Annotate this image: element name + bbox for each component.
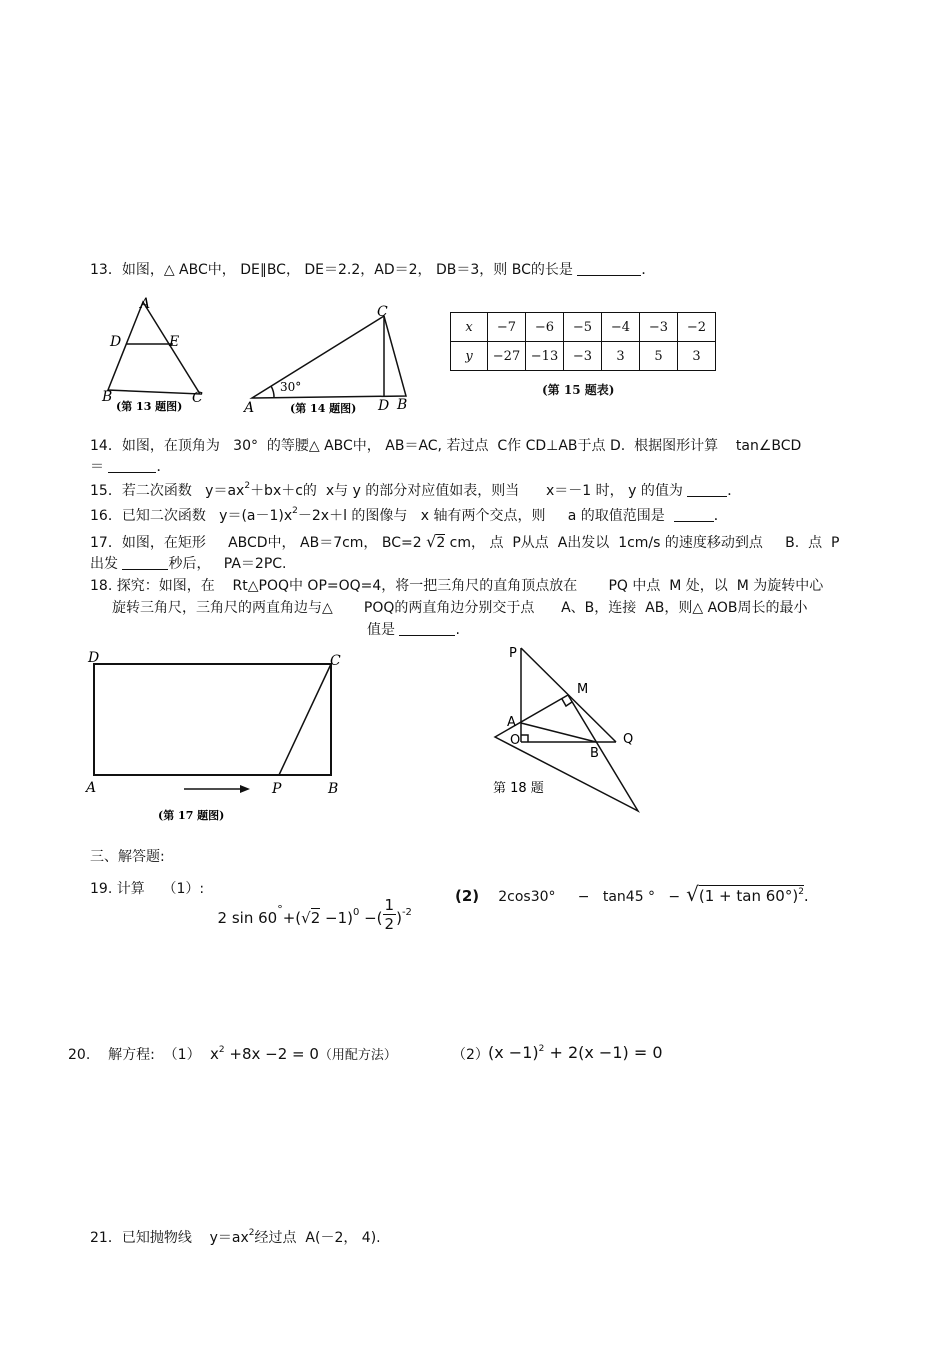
fraction bbox=[383, 896, 397, 933]
table-cell: −27 bbox=[488, 342, 526, 371]
expr: ) bbox=[396, 909, 402, 927]
expr: −1) bbox=[320, 909, 353, 927]
question-18-text: 值是 bbox=[367, 622, 400, 638]
sqrt-body bbox=[699, 885, 804, 905]
sqrt-argument: 2 bbox=[310, 909, 321, 927]
question-15-text-2: ＋bx＋c的 x与 y 的部分对应值如表，则当 x＝－1 时， y 的值为 bbox=[250, 483, 688, 499]
exponent: 0 bbox=[352, 907, 360, 918]
question-19-part-1 bbox=[208, 874, 412, 933]
expr: +8x −2 = 0 bbox=[224, 1045, 319, 1063]
degree: ° bbox=[277, 903, 283, 916]
question-15 bbox=[90, 482, 741, 500]
question-20-label: 20. 解方程: （1） bbox=[68, 1047, 201, 1063]
question-15-text: 15．若二次函数 y＝ax bbox=[90, 483, 245, 499]
figure-18-caption: 第 18 题 bbox=[493, 781, 544, 796]
table-cell: 3 bbox=[602, 342, 640, 371]
question-18-line-3 bbox=[367, 621, 460, 639]
question-17-text-4: 秒后， PA＝2PC. bbox=[168, 556, 287, 572]
question-21-text-2: 经过点 A(－2， 4). bbox=[254, 1230, 381, 1246]
label-m: M bbox=[577, 682, 589, 697]
triangle-abc bbox=[252, 316, 406, 398]
label-p: P bbox=[509, 646, 517, 661]
label-b: B bbox=[328, 781, 339, 797]
question-17-line-2 bbox=[90, 555, 287, 573]
table-cell: −3 bbox=[640, 313, 678, 342]
direction-arrow bbox=[184, 785, 250, 793]
question-17-line-1 bbox=[90, 533, 839, 552]
figure-13-caption: (第 13 题图) bbox=[116, 400, 183, 413]
question-14-line-2 bbox=[90, 458, 170, 476]
question-20-part-2-label: （2） bbox=[452, 1047, 489, 1063]
figure-13 bbox=[96, 296, 220, 414]
exponent: 2 bbox=[798, 887, 804, 897]
figure-14-caption: (第 14 题图) bbox=[290, 402, 357, 415]
label-a: A bbox=[86, 780, 97, 796]
answer-blank-13 bbox=[577, 261, 641, 276]
expr: 2cos30° − tan45 ° − bbox=[498, 889, 681, 905]
sqrt-argument: 2 bbox=[436, 535, 446, 551]
question-19-part-2 bbox=[455, 882, 809, 906]
label-d: D bbox=[378, 398, 390, 414]
figure-17 bbox=[82, 645, 352, 825]
question-14-line-1: 14．如图，在顶角为 30° 的等腰△ ABC中， AB＝AC, 若过点 C作 CD⊥AB于点 D. 根据图形计算 tan∠BCD bbox=[90, 438, 802, 454]
figure-14 bbox=[240, 300, 415, 416]
rectangle-abcd bbox=[94, 664, 331, 775]
table-row-y bbox=[451, 342, 716, 371]
label-d: D bbox=[88, 650, 100, 666]
label-b: B bbox=[590, 746, 599, 761]
expr: (1 + tan 60°) bbox=[698, 887, 799, 905]
angle-arc bbox=[271, 386, 274, 398]
question-13-text: 13．如图，△ ABC中， DE∥BC， DE＝2.2，AD＝2， DB＝3，则 BC的长是 bbox=[90, 262, 578, 278]
method-note: （用配方法） bbox=[318, 1048, 397, 1063]
answer-blank-18 bbox=[399, 621, 455, 636]
table-15 bbox=[450, 312, 716, 398]
table-cell: −5 bbox=[564, 313, 602, 342]
figure-18 bbox=[490, 640, 660, 818]
expr: (x −1) bbox=[488, 1043, 539, 1062]
figure-17-caption: (第 17 题图) bbox=[158, 809, 225, 822]
label-d: D bbox=[110, 334, 122, 350]
label-a: A bbox=[140, 296, 151, 312]
question-16-text: 16．已知二次函数 y＝(a－1)x bbox=[90, 508, 293, 524]
question-20-equation-1 bbox=[210, 1044, 397, 1063]
label-b: B bbox=[102, 389, 113, 405]
section-heading: 三、解答题: bbox=[90, 849, 165, 865]
table-cell: 3 bbox=[678, 342, 716, 371]
answer-blank-15 bbox=[687, 482, 727, 497]
label-c: C bbox=[377, 304, 388, 320]
question-21-text: 21．已知抛物线 y＝ax bbox=[90, 1230, 249, 1246]
exponent: 2 bbox=[292, 506, 298, 516]
question-16 bbox=[90, 507, 728, 525]
table-cell: −2 bbox=[678, 313, 716, 342]
question-13-end: ． bbox=[641, 262, 656, 278]
table-head: x bbox=[451, 313, 488, 342]
exponent: -2 bbox=[401, 907, 412, 918]
table-head: y bbox=[451, 342, 488, 371]
table-cell: −4 bbox=[602, 313, 640, 342]
question-13 bbox=[90, 261, 655, 279]
question-15-end: ． bbox=[727, 483, 742, 499]
expr: + 2(x −1) = 0 bbox=[544, 1043, 663, 1062]
triangle-abc bbox=[108, 302, 200, 394]
question-18-end: . bbox=[455, 622, 460, 638]
label-c: C bbox=[330, 653, 341, 669]
table-cell: −13 bbox=[526, 342, 564, 371]
fraction-denominator: 2 bbox=[384, 915, 395, 933]
sqrt-sign: √ bbox=[686, 882, 699, 906]
question-17-text-3: 出发 bbox=[90, 556, 123, 572]
table-cell: −3 bbox=[564, 342, 602, 371]
right-angle-o bbox=[521, 735, 528, 742]
label-p: P bbox=[272, 781, 282, 797]
table-cell: −7 bbox=[488, 313, 526, 342]
sqrt-sign: √ bbox=[301, 909, 311, 927]
label-o: O bbox=[510, 733, 521, 748]
expr: 2 sin 60 bbox=[217, 909, 278, 927]
expr-end: . bbox=[803, 887, 809, 905]
question-17-text-2: cm， 点 P从点 A出发以 1cm/s 的速度移动到点 B. 点 P bbox=[445, 535, 840, 551]
table-15-caption: (第 15 题表) bbox=[542, 383, 615, 397]
question-16-end: ． bbox=[713, 508, 728, 524]
question-14-end: ． bbox=[156, 459, 171, 475]
question-17-text: 17．如图，在矩形 ABCD中， AB＝7cm， BC=2 bbox=[90, 535, 427, 551]
part-label: (2) bbox=[455, 887, 480, 905]
label-a: A bbox=[244, 400, 255, 416]
exponent: 2 bbox=[218, 1045, 225, 1055]
label-q: Q bbox=[623, 732, 634, 747]
table-row-x bbox=[451, 313, 716, 342]
expr: x bbox=[210, 1045, 219, 1063]
answer-blank-16 bbox=[674, 507, 714, 522]
exponent: 2 bbox=[248, 1228, 255, 1238]
segment-pc bbox=[279, 664, 331, 775]
label-a: A bbox=[507, 715, 516, 730]
answer-blank-14 bbox=[108, 458, 156, 473]
question-21 bbox=[90, 1229, 381, 1247]
question-18-line-2: 旋转三角尺，三角尺的两直角边与△ POQ的两直角边分别交于点 A、B，连接 AB，则△ AOB周长的最小 bbox=[112, 600, 808, 616]
equals-sign: ＝ bbox=[90, 459, 104, 475]
question-20-equation-2 bbox=[488, 1043, 663, 1062]
label-b: B bbox=[397, 397, 408, 413]
expr: −( bbox=[359, 909, 383, 927]
table-cell: −6 bbox=[526, 313, 564, 342]
question-18-line-1: 18. 探究：如图，在 Rt△POQ中 OP=OQ=4，将一把三角尺的直角顶点放在 PQ 中点 M 处，以 M 为旋转中心 bbox=[90, 578, 824, 594]
question-16-text-2: －2x＋l 的图像与 x 轴有两个交点，则 a 的取值范围是 bbox=[297, 508, 674, 524]
fraction-numerator: 1 bbox=[384, 896, 395, 914]
label-e: E bbox=[169, 334, 180, 350]
segment-ab bbox=[521, 723, 596, 742]
exponent: 2 bbox=[244, 481, 251, 491]
table-cell: 5 bbox=[640, 342, 678, 371]
question-19-label: 19. 计算 （1）: bbox=[90, 881, 205, 897]
angle-label: 30° bbox=[280, 380, 302, 394]
expr: +( bbox=[282, 909, 302, 927]
exponent: 2 bbox=[538, 1044, 545, 1054]
label-c: C bbox=[192, 390, 203, 406]
sqrt-sign: √ bbox=[426, 532, 437, 551]
answer-blank-17 bbox=[122, 555, 168, 570]
